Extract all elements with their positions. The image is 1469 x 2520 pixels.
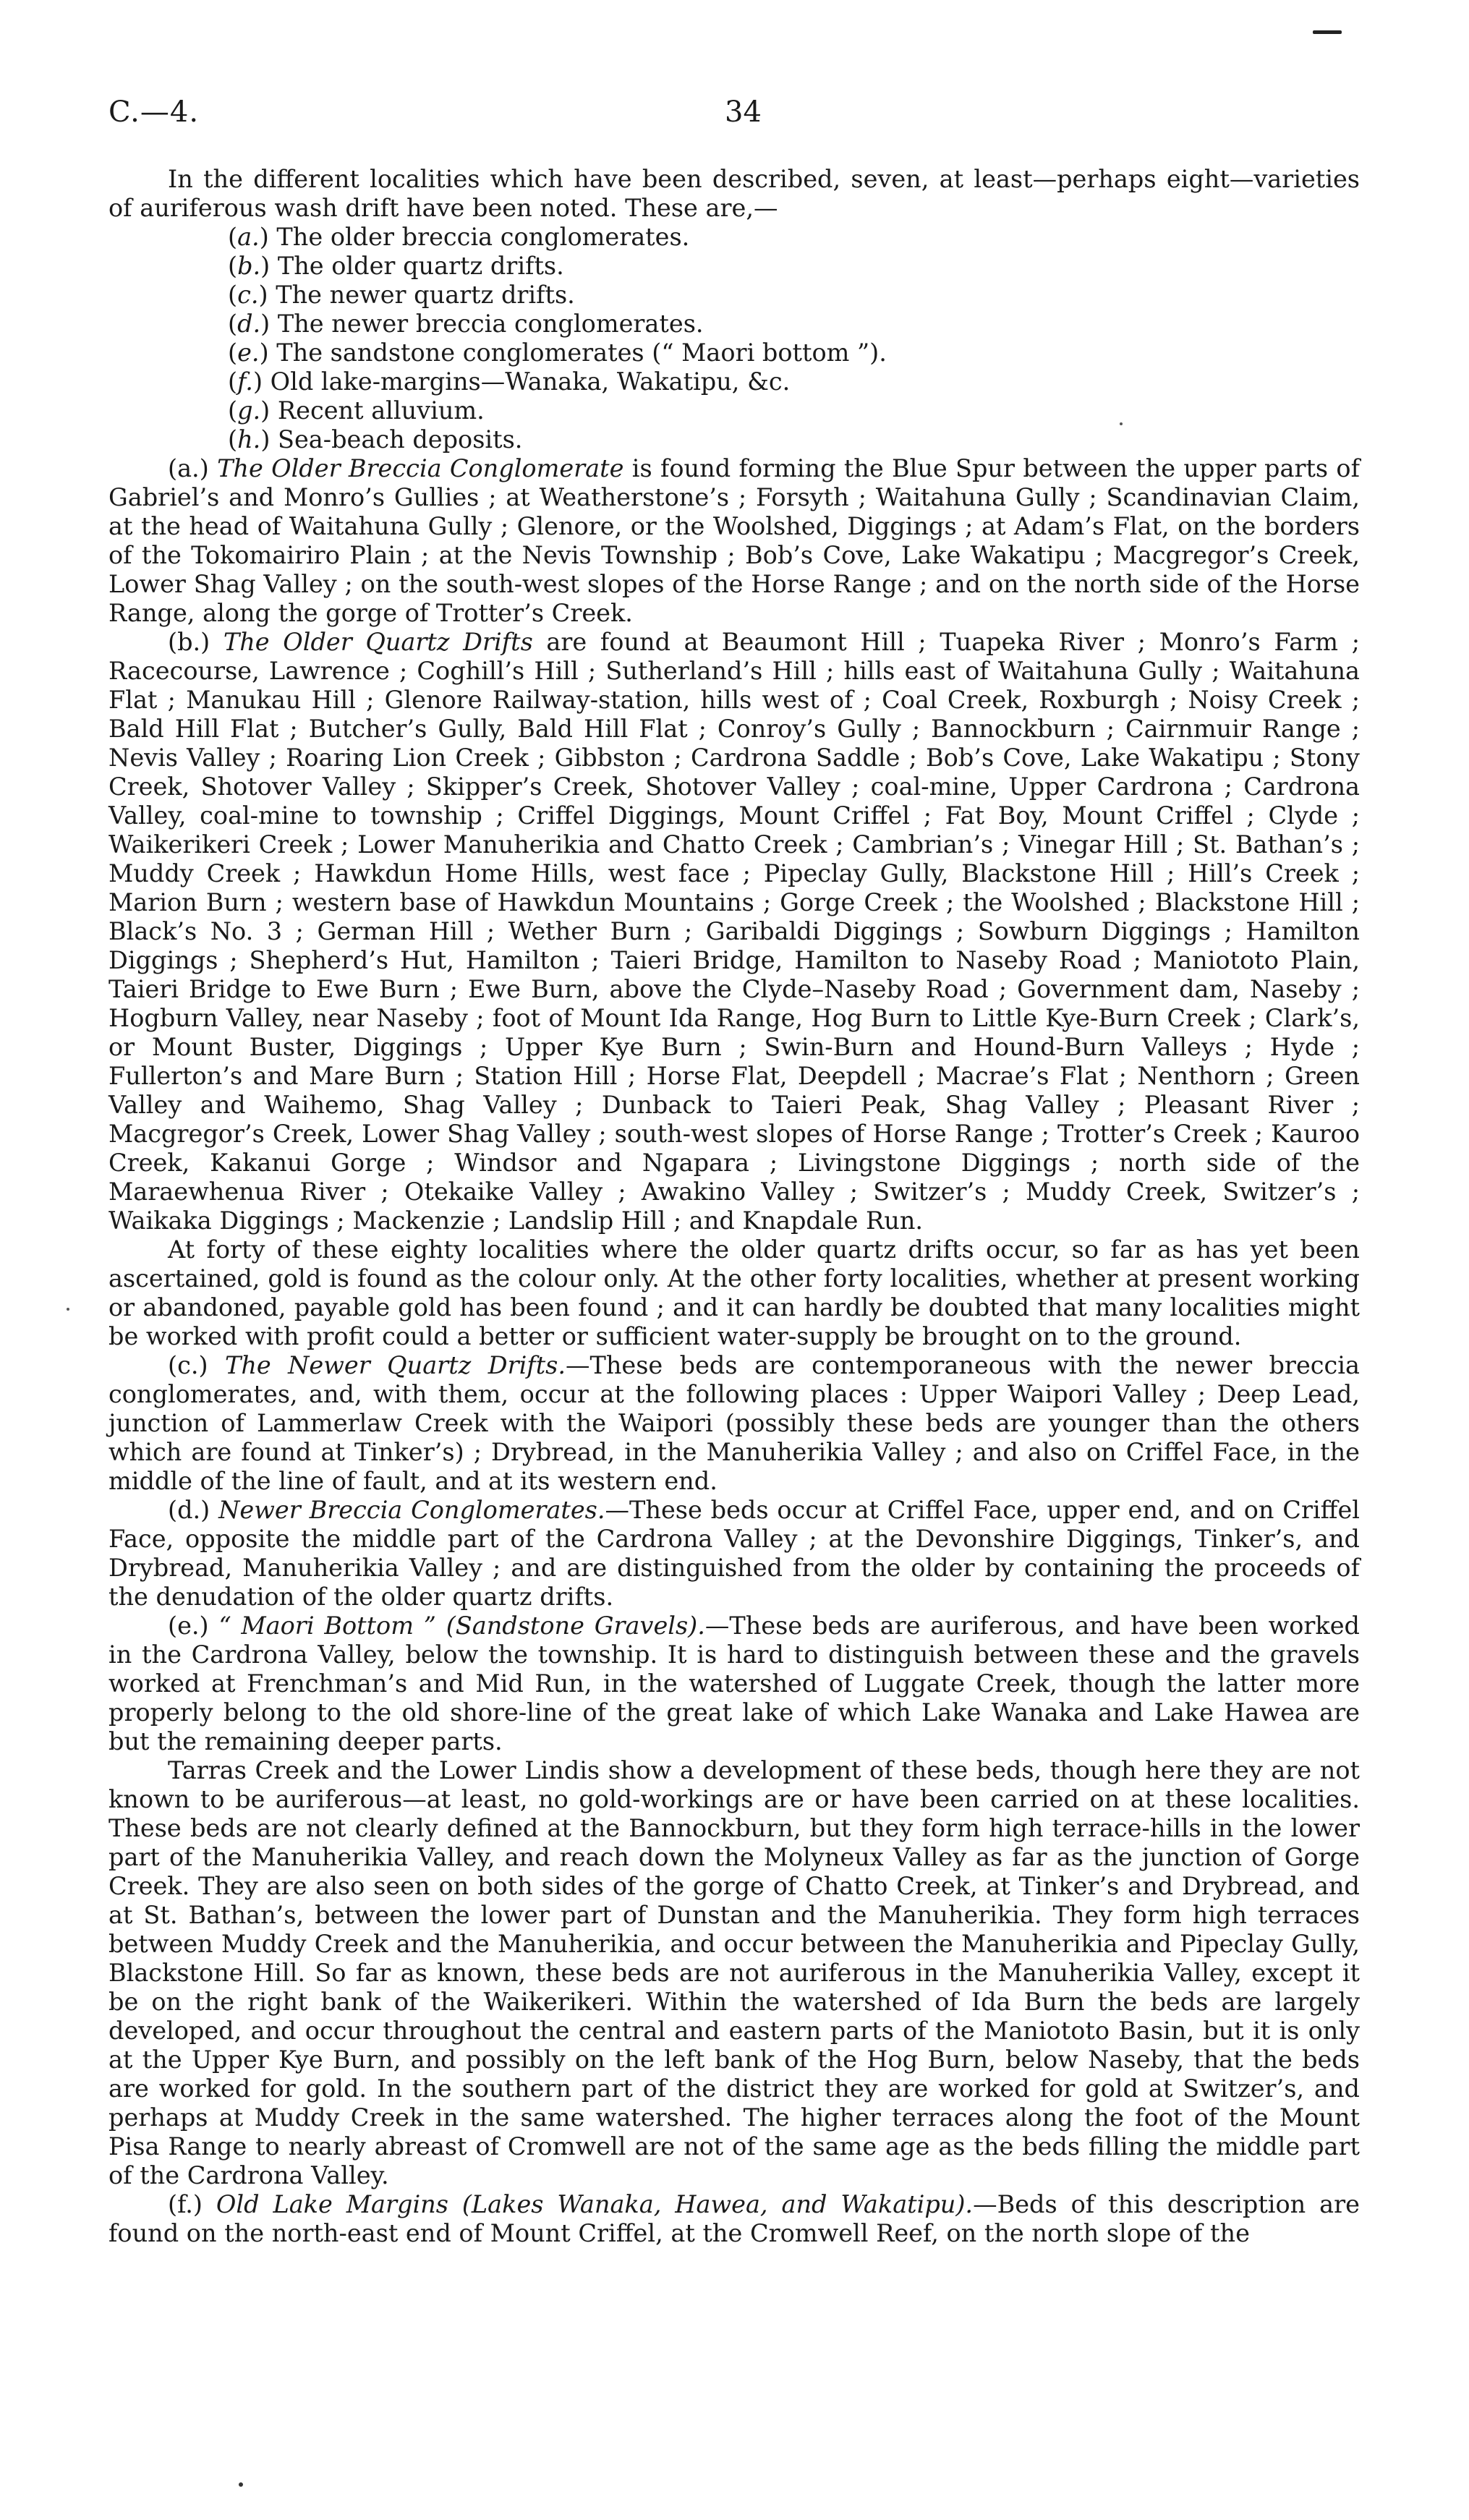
section-title: The Older Quartz Drifts xyxy=(223,628,533,656)
section-older-breccia xyxy=(108,454,1360,628)
section-marker: (e.) xyxy=(168,1612,209,1640)
section-newer-quartz xyxy=(108,1351,1360,1496)
section-marker: (c.) xyxy=(168,1351,208,1379)
section-text: are found at Beaumont Hill ; Tuapeka River ; Monro’s Farm ; Racecourse, Lawrence ; Coghill’s Hill ; Sutherland’s Hill ; hills east of Waitahuna Gully ; Waitahuna Flat ; Manukau Hill ; Glenore Railway-station, hills west of ; Coal Creek, Roxburgh ; Noisy Creek ; Bald Hill Flat ; Butcher’s Gully, Bald Hill Flat ; Conroy’s Gully ; Bannockburn ; Cairnmuir Range ; Nevis Valley ; Roaring Lion Creek ; Gibbston ; Cardrona Saddle ; Bob’s Cove, Lake Wakatipu ; Stony Creek, Shotover Valley ; Skipper’s Creek, Shotover Valley ; coal-mine, Upper Cardrona ; Cardrona Valley, coal-mine to township ; Criffel Diggings, Mount Criffel ; Fat Boy, Mount Criffel ; Clyde ; Waikerikeri Creek ; Lower Manuherikia and Chatto Creek ; Cambrian’s ; Vinegar Hill ; St. Bathan’s ; Muddy Creek ; Hawkdun Home Hills, west face ; Pipeclay Gully, Blackstone Hill ; Hill’s Creek ; Marion Burn ; western base of Hawkdun Mountains ; Gorge Creek ; the Woolshed ; Blackstone Hill ; Black’s No. 3 ; German Hill ; Wether Burn ; Garibaldi Diggings ; Sowburn Diggings ; Hamilton Diggings ; Shepherd’s Hut, Hamilton ; Taieri Bridge, Hamilton to Naseby Road ; Maniototo Plain, Taieri Bridge to Ewe Burn ; Ewe Burn, above the Clyde–Naseby Road ; Government dam, Naseby ; Hogburn Valley, near Naseby ; foot of Mount Ida Range, Hog Burn to Little Kye-Burn Creek ; Clark’s, or Mount Buster, Diggings ; Upper Kye Burn ; Swin-Burn and Hound-Burn Valleys ; Hyde ; Fullerton’s and Mare Burn ; Station Hill ; Horse Flat, Deepdell ; Macrae’s Flat ; Nenthorn ; Green Valley and Waihemo, Shag Valley ; Dunback to Taieri Peak, Shag Valley ; Pleasant River ; Macgregor’s Creek, Lower Shag Valley ; south-west slopes of Horse Range ; Trotter’s Creek ; Kauroo Creek, Kakanui Gorge ; Windsor and Ngapara ; Livingstone Diggings ; north side of the Maraewhenua River ; Otekaike Valley ; Awakino Valley ; Switzer’s ; Muddy Creek, Switzer’s ; Waikaka Diggings ; Mackenzie ; Landslip Hill ; and Knapdale Run. xyxy=(108,628,1360,1235)
section-newer-breccia xyxy=(108,1496,1360,1612)
list-marker: d. xyxy=(237,310,261,338)
list-marker: g. xyxy=(237,396,261,425)
list-marker: b. xyxy=(237,252,261,280)
section-title: Old Lake Margins (Lakes Wanaka, Hawea, and Wakatipu). xyxy=(216,2190,974,2218)
section-text: —These beds occur at Criffel Face, upper end, and on Criffel Face, opposite the middle part of the Cardrona Valley ; at the Devonshire Diggings, Tinker’s, and Drybread, Manuherikia Valley ; and are distinguished from the older by containing the proceeds of the denudation of the older quartz drifts. xyxy=(108,1496,1361,1611)
section-old-lake-margins xyxy=(108,2190,1360,2248)
list-marker: c. xyxy=(237,281,259,309)
list-item: (d.) The newer breccia conglomerates. xyxy=(228,310,704,338)
list-item-text: The newer quartz drifts. xyxy=(276,281,575,309)
list-item-text: Recent alluvium. xyxy=(277,396,485,425)
intro-paragraph: In the different localities which have been described, seven, at least—perhaps eight—varieties of auriferous wash drift have been noted. These are,— xyxy=(108,165,1360,222)
list-item: (g.) Recent alluvium. xyxy=(228,396,485,425)
margin-speck xyxy=(67,1308,69,1311)
list-marker: f. xyxy=(237,367,253,396)
paragraph-older-quartz-note: At forty of these eighty localities where the older quartz drifts occur, so far as has yet been ascertained, gold is found as the colour only. At the other forty localities, whether at present working or abandoned, payable gold has been found ; and it can hardly be doubted that many localities might be worked with profit could a better or sufficient water-supply be brought on to the ground. xyxy=(108,1235,1360,1350)
list-marker: a. xyxy=(237,223,260,251)
section-text: —Beds of this description are found on the north-east end of Mount Criffel, at the Cromwell Reef, on the north slope of the xyxy=(108,2190,1360,2247)
paragraph-maori-bottom-note: Tarras Creek and the Lower Lindis show a development of these beds, though here they are not known to be auriferous—at least, no gold-workings are or have been carried on at these localities. These beds are not clearly defined at the Bannockburn, but they form high terrace-hills in the lower part of the Manuherikia Valley, and reach down the Molyneux Valley as far as the junction of Gorge Creek. They are also seen on both sides of the gorge of Chatto Creek, at Tinker’s and Drybread, and at St. Bathan’s, between the lower part of Dunstan and the Manuherikia. They form high terraces between Muddy Creek and the Manuherikia, and occur between the Manuherikia and Pipeclay Gully, Blackstone Hill. So far as known, these beds are not auriferous in the Manuherikia Valley, except it be on the right bank of the Waikerikeri. Within the watershed of Ida Burn the beds are largely developed, and occur throughout the central and eastern parts of the Maniototo Basin, but it is only at the Upper Kye Burn, and possibly on the left bank of the Hog Burn, below Naseby, that the beds are worked for gold. In the southern part of the district they are worked for gold at Switzer’s, and perhaps at Muddy Creek in the same watershed. The higher terraces along the foot of the Mount Pisa Range to nearly abreast of Cromwell are not of the same age as the beds filling the middle part of the Cardrona Valley. xyxy=(108,1756,1360,2189)
margin-speck xyxy=(1120,422,1123,425)
list-marker: e. xyxy=(237,339,260,367)
list-item-text: The sandstone conglomerates (“ Maori bottom ”). xyxy=(276,339,887,367)
section-title: The Older Breccia Conglomerate xyxy=(217,454,624,482)
section-marker: (b.) xyxy=(168,628,210,656)
list-item-text: Old lake-margins—Wanaka, Wakatipu, &c. xyxy=(270,367,791,396)
list-item: (b.) The older quartz drifts. xyxy=(228,252,564,280)
drift-varieties-list xyxy=(108,223,1360,454)
list-item: (h.) Sea-beach deposits. xyxy=(228,425,523,454)
section-text: is found forming the Blue Spur between the upper parts of Gabriel’s and Monro’s Gullies ; at Weatherstone’s ; Forsyth ; Waitahuna Gully ; Scandinavian Claim, at the head of Waitahuna Gully ; Glenore, or the Woolshed, Diggings ; at Adam’s Flat, on the borders of the Tokomairiro Plain ; at the Nevis Township ; Bob’s Cove, Lake Wakatipu ; Macgregor’s Creek, Lower Shag Valley ; on the south-west slopes of the Horse Range ; and on the north side of the Horse Range, along the gorge of Trotter’s Creek. xyxy=(108,454,1360,627)
section-title: The Newer Quartz Drifts. xyxy=(224,1351,566,1379)
list-item-text: The newer breccia conglomerates. xyxy=(277,310,704,338)
section-marker: (f.) xyxy=(168,2190,203,2218)
section-older-quartz xyxy=(108,628,1360,1235)
list-item: (f.) Old lake-margins—Wanaka, Wakatipu, &c. xyxy=(228,367,791,396)
section-text: —These beds are contemporaneous with the newer breccia conglomerates, and, with them, occur at the following places : Upper Waipori Valley ; Deep Lead, junction of Lammerlaw Creek with the Waipori (possibly these beds are younger than the others which are found at Tinker’s) ; Drybread, in the Manuherikia Valley ; and also on Criffel Face, in the middle of the line of fault, and at its western end. xyxy=(108,1351,1360,1495)
section-title: “ Maori Bottom ” (Sandstone Gravels). xyxy=(218,1612,705,1640)
page-number: 34 xyxy=(725,95,762,129)
section-maori-bottom xyxy=(108,1612,1360,1756)
section-marker: (a.) xyxy=(168,454,209,482)
document-code: C.—4. xyxy=(108,95,200,129)
section-text: —These beds are auriferous, and have been worked in the Cardrona Valley, below the township. It is hard to distinguish between these and the gravels worked at Frenchman’s and Mid Run, in the watershed of Luggate Creek, though the latter more properly belong to the old shore-line of the great lake of which Lake Wanaka and Lake Hawea are but the remaining deeper parts. xyxy=(108,1612,1360,1755)
corner-mark xyxy=(1313,30,1342,34)
section-marker: (d.) xyxy=(168,1496,210,1524)
list-item-text: Sea-beach deposits. xyxy=(278,425,523,454)
page-speck xyxy=(239,2482,243,2487)
list-item: (e.) The sandstone conglomerates (“ Maori bottom ”). xyxy=(228,339,887,367)
list-item: (c.) The newer quartz drifts. xyxy=(228,281,575,309)
page-header xyxy=(108,95,1360,139)
list-item-text: The older quartz drifts. xyxy=(277,252,564,280)
list-item-text: The older breccia conglomerates. xyxy=(276,223,690,251)
body-text xyxy=(108,165,1360,2248)
section-title: Newer Breccia Conglomerates. xyxy=(218,1496,605,1524)
list-item: (a.) The older breccia conglomerates. xyxy=(228,223,690,251)
list-marker: h. xyxy=(237,425,261,454)
